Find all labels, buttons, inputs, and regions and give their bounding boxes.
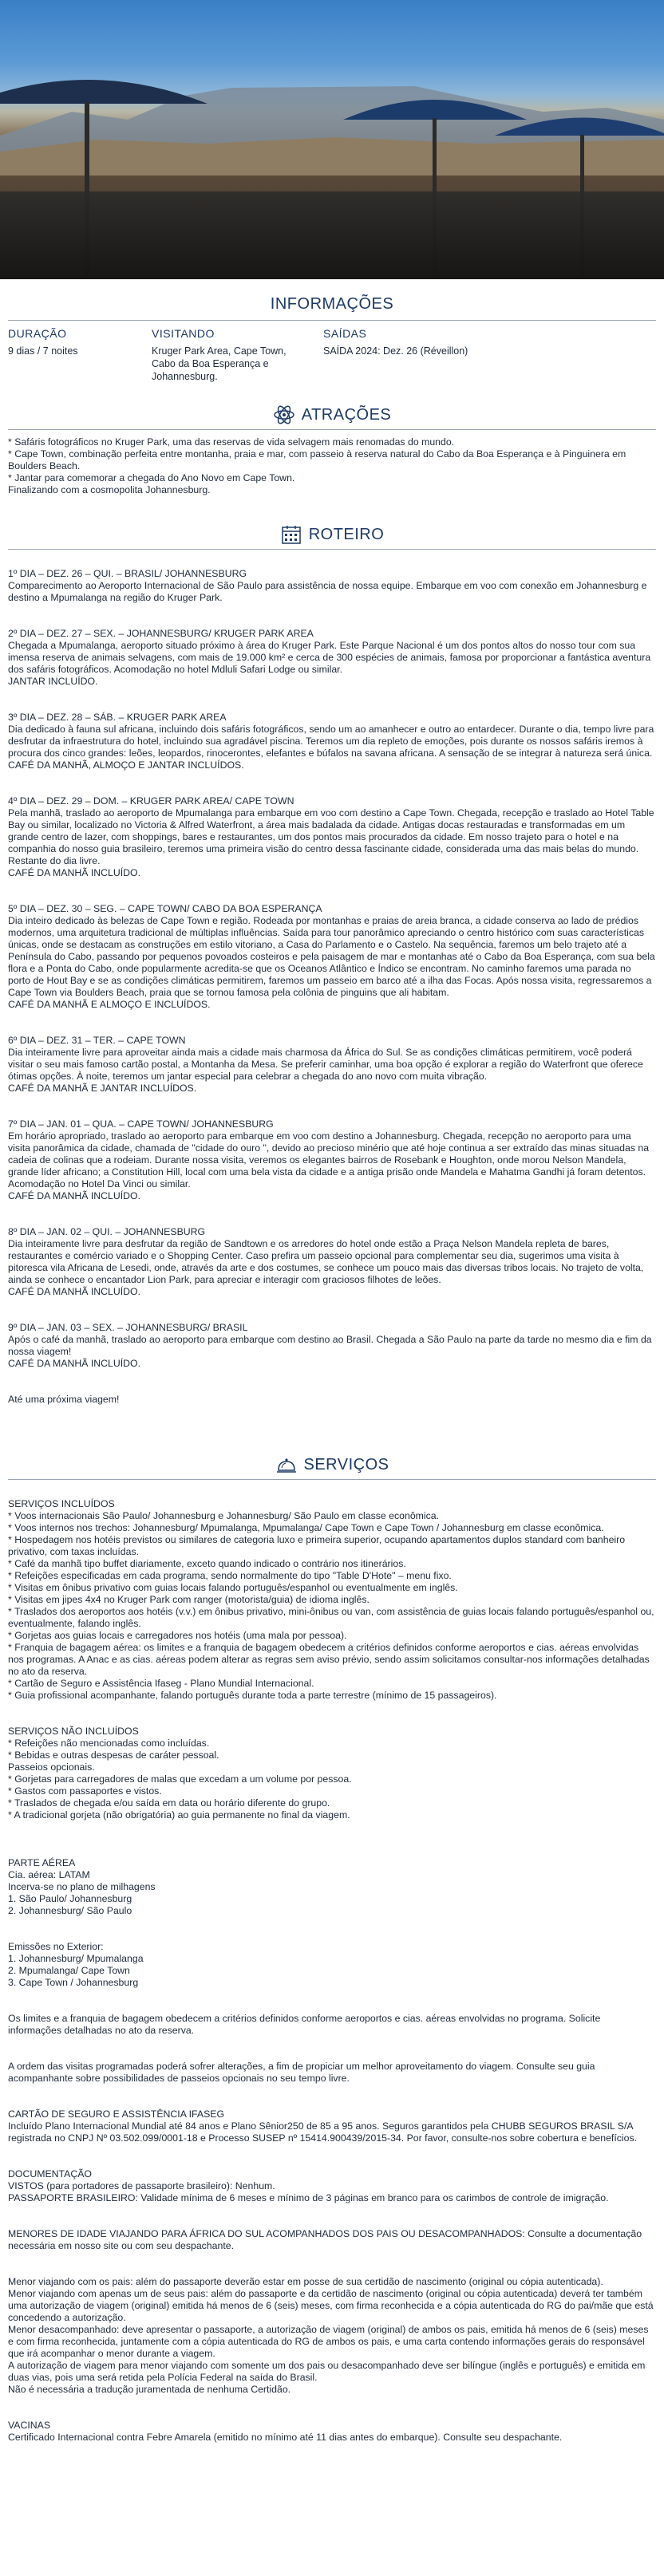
atracoes-header [8,404,656,426]
menores-detalhes: Menor viajando com os pais: além do passaporte deverão estar em posse de sua certidão de nascimento (original ou cópia autenticada). Menor viajando com apenas um de seus pais: além do passaporte e da certidão de nascimento (original ou cópia autenticada) deverá ter também uma autorização de viagem (original) emitida há menos de 6 (seis) meses, com firma reconhecida e a cópia autenticada do RG do pai/mãe que está concedendo a autorização. Menor desacompanhado: deve apresentar o passaporte, a autorização de viagem (original) de ambos os pais, emitida há menos de 6 (seis) meses e com firma reconhecida, juntamente com a cópia autenticada do RG de ambos os pais, e uma carta contendo informações gerais do responsável que irá acompanhar o menor durante a viagem. A autorização de viagem para menor viajando com somente um dos pais ou desacompanhado deve ser bilíngue (inglês e português) e emitida em duas vias, pois uma será retida pela Polícia Federal na saída do Brasil. Não é necessária a tradução juramentada de nenhuma Certidão. [8,2276,654,2395]
vacinas: VACINAS Certificado Internacional contra Febre Amarela (emitido no mínimo até 11 dias antes do embarque). Consulte seu despachante. [8,2420,563,2443]
duracao-col [8,327,152,383]
roteiro-title: ROTEIRO [308,525,385,543]
cafe-tables [0,191,664,279]
saidas-label: SAÍDAS [323,327,367,340]
atom-icon [273,404,295,426]
divider [8,429,656,430]
duracao-value: 9 dias / 7 noites [8,345,78,357]
visitando-value: Kruger Park Area, Cape Town, Cabo da Boa Esperança e Johannesburg. [152,345,287,382]
day-8: 8º DIA – JAN. 02 – QUI. – JOHANNESBURG Dia inteiramente livre para desfrutar da região de Sandtown e os arredores do hotel onde estão a Praça Nelson Mandela repleta de bares, restaurantes e comércio variado e o Shopping Center. Caso prefira um passeio opcional para complementar seu dia, sugerimos uma visita à pitoresca vila Africana de Lesedi, onde, através da arte e dos costumes, se conhece um pouco mais das diversas tribos locais. No trajeto de volta, ainda se conhece o encantador Lion Park, para apreciar e interagir com graciosos filhotes de leões. CAFÉ DA MANHÃ INCLUÍDO. [8,1226,644,1297]
ordem-visitas-note: A ordem das visitas programadas poderá sofrer alterações, a fim de propiciar um melhor aproveitamento do viagem. Consulte seu guia acompanhante sobre possibilidades de passeios opcionais no seu tempo livre. [8,2061,595,2084]
emissoes-exterior: Emissões no Exterior: 1. Johannesburg/ Mpumalanga 2. Mpumalanga/ Cape Town 3. Cape Town / Johannesburg [8,1941,144,1988]
day-1: 1º DIA – DEZ. 26 – QUI. – BRASIL/ JOHANNESBURG Comparecimento ao Aeroporto Internacional de São Paulo para assistência de nossa equipe. Embarque em voo com conexão em Johannesburg e destino a Mpumalanga na região do Kruger Park. [8,568,647,603]
saidas-value: SAÍDA 2024: Dez. 26 (Réveillon) [323,345,468,357]
parte-aerea: PARTE AÉREA Cia. aérea: LATAM Incerva-se no plano de milhagens 1. São Paulo/ Johannesburg 2. Johannesburg/ São Paulo [8,1857,156,1916]
info-grid [8,327,656,383]
documentacao: DOCUMENTAÇÃO VISTOS (para portadores de passaporte brasileiro): Nenhum. PASSAPORTE BRASILEIRO: Validade mínima de 6 meses e mínimo de 3 páginas em branco para os carimbos de controle de imigração. [8,2168,609,2203]
closing-line: Até uma próxima viagem! [8,1394,120,1405]
menores-de-idade: MENORES DE IDADE VIAJANDO PARA ÁFRICA DO SUL ACOMPANHADOS DOS PAIS OU DESACOMPANHADOS: Consulte a documentação necessária em nosso site ou com seu despachante. [8,2228,642,2251]
saidas-col [323,327,563,383]
duracao-label: DURAÇÃO [8,327,67,340]
roteiro-days [8,556,656,1430]
servicos-header [8,1454,656,1476]
day-4: 4º DIA – DEZ. 29 – DOM. – KRUGER PARK AREA/ CAPE TOWN Pela manhã, traslado ao aeroporto de Mpumalanga para embarque em voo com destino a Cape Town. Chegada, recepção e traslado ao Hotel Table Bay ou similar, localizado no Victoria & Alfred Waterfront, a área mais badalada da cidade. Antigas docas restauradas e transformadas em um grande centro de lazer, com shoppings, bares e restaurantes, um dos pontos mais procurados da cidade. Em nosso trajeto para o hotel e na companhia do nosso guia brasileiro, teremos uma primeira visão do centro dessa fascinante cidade, considerada uma das mais belas do mundo. Restante do dia livre. CAFÉ DA MANHÃ INCLUÍDO. [8,795,654,878]
divider [8,1479,656,1480]
seguro-assistencia: CARTÃO DE SEGURO E ASSISTÊNCIA IFASEG Incluído Plano Internacional Mundial até 84 anos e Plano Sênior250 de 85 a 95 anos. Seguros garantidos pela CHUBB SEGUROS BRASIL S/A registrada no CNPJ Nº 03.502.099/0001-18 e Processo SUSEP nº 15414.900439/2015-34. Por favor, consulte-nos sobre cobertura e benefícios. [8,2109,638,2144]
divider [8,549,656,550]
visitando-col [152,327,323,383]
bagagem-note: Os limites e a franquia de bagagem obedecem a critérios definidos conforme aeroportos e cias. aéreas envolvidas no programa. Solicite informações detalhadas no ato da reserva. [8,2013,601,2036]
day-2: 2º DIA – DEZ. 27 – SEX. – JOHANNESBURG/ KRUGER PARK AREA Chegada a Mpumalanga, aeroporto situado próximo à área do Kruger Park. Este Parque Nacional é um dos pontos altos do nosso tour com sua imensa reserva de animais selvagens, com mais de 19.000 km² e cerca de 300 espécies de animais, famosa por proporcionar a fantástica aventura dos safáris fotográficos. Acomodação no hotel Mdluli Safari Lodge ou similar. JANTAR INCLUÍDO. [8,628,651,687]
day-5: 5º DIA – DEZ. 30 – SEG. – CAPE TOWN/ CABO DA BOA ESPERANÇA Dia inteiro dedicado às belezas de Cape Town e região. Rodeada por montanhas e praias de areia branca, a cidade conserva ao lado de prédios modernos, uma arquitetura tradicional de múltiplas influências. Saída para tour panorâmico apreciando o centro histórico com suas características únicas, onde se destacam as construções em estilo vitoriano, a Casa do Parlamento e o Castelo. Na sequência, faremos um belo trajeto até a Península do Cabo, passando por pequenos povoados costeiros e pela paisagem de mar e montanhas até o Cabo da Boa Esperança, com sua bela flora e a Ponta do Cabo, onde popularmente acredita-se que os Oceanos Atlântico e Índico se encontram. No caminho faremos uma parada no porto de Hout Bay e se as condições climáticas permitirem, faremos um passeio em barco até a ilha das Focas. Após nossa visita, regressaremos a Cape Town via Boulders Beach, praia que se tornou famosa pela colônia de pinguins que ali habitam. CAFÉ DA MANHÃ E ALMOÇO E INCLUÍDOS. [8,903,655,1010]
servicos-nao-incluidos: SERVIÇOS NÃO INCLUÍDOS * Refeições não mencionadas como incluídas. * Bebidas e outras despesas de caráter pessoal. Passeios opcionais. * Gorjetas para carregadores de malas que excedam a um volume por pessoa. * Gastos com passaportes e vistos. * Traslados de chegada e/ou saída em data ou horário diferente do grupo. * A tradicional gorjeta (não obrigatória) ao guia permanente no final da viagem. [8,1726,352,1821]
servicos-content [8,1486,656,2468]
hero-photo [0,0,664,279]
atracoes-title: ATRAÇÕES [301,405,392,424]
calendar-icon [280,523,302,546]
day-9: 9º DIA – JAN. 03 – SEX. – JOHANNESBURG/ BRASIL Após o café da manhã, traslado ao aeroporto para embarque com destino ao Brasil. Chegada a São Paulo na parte da tarde no mesmo dia e fim da nossa viagem! CAFÉ DA MANHÃ INCLUÍDO. [8,1322,652,1369]
servicos-incluidos: SERVIÇOS INCLUÍDOS * Voos internacionais São Paulo/ Johannesburg e Johannesburg/ São Paulo em classe econômica. * Voos internos nos trechos: Johannesburg/ Mpumalanga, Mpumalanga/ Cape Town e Cape Town / Johannesburg em classe econômica. * Hospedagem nos hotéis previstos ou similares de categoria luxo e primeira superior, ocupando apartamentos duplos standard com banheiro privativo, com taxas incluídas. * Café da manhã tipo buffet diariamente, exceto quando indicado o contrário nos itinerários. * Refeições especificadas em cada programa, sendo normalmente do tipo "Table D'Hote" – menu fixo. * Visitas em ônibus privativo com guias locais falando português/espanhol ou eventualmente em inglês. * Visitas em jipes 4x4 no Kruger Park com ranger (motorista/guia) de idioma inglês. * Traslados dos aeroportos aos hotéis (v.v.) em ônibus privativo, mini-ônibus ou van, com assistência de guias locais falando português/espanhol ou, eventualmente, falando inglês. * Gorjetas aos guias locais e carregadores nos hotéis (uma mala por pessoa). * Franquia de bagagem aérea: os limites e a franquia de bagagem obedecem a critérios definidos conforme aeroportos e cias. aéreas envolvidas nos programas. A Anac e as cias. aéreas podem alterar as regras sem aviso prévio, sendo assim solicitamos consultar-nos informações detalhadas no ato da reserva. * Cartão de Seguro e Assistência Ifaseg - Plano Mundial Internacional. * Guia profissional acompanhante, falando português durante toda a parte terrestre (mínimo de 15 passageiros). [8,1498,654,1701]
atracoes-text: * Safáris fotográficos no Kruger Park, uma das reservas de vida selvagem mais renomadas do mundo. * Cape Town, combinação perfeita entre montanha, praia e mar, com passeio à reserva natural do Cabo da Boa Esperança e à Pinguinera em Boulders Beach. * Jantar para comemorar a chegada do Ano Novo em Cape Town. Finalizando com a cosmopolita Johannesburg. [8,436,626,495]
room-service-bell-icon [275,1454,298,1476]
roteiro-header [8,523,656,546]
visitando-label: VISITANDO [152,327,215,340]
day-7: 7º DIA – JAN. 01 – QUA. – CAPE TOWN/ JOHANNESBURG Em horário apropriado, traslado ao aeroporto para embarque em voo com destino a Johannesburg. Chegada, recepção no aeroporto para uma visita panorâmica da cidade, chamada de "cidade do ouro ", devido ao precioso minério que até hoje continua a ser extraído das minas situadas na cadeia de colinas que a rodeiam. Durante nossa visita, veremos os elegantes bairros de Rosebank e Houghton, onde morou Nelson Mandela, grande líder africano; a Constitution Hill, local com uma bela vista da cidade e a antiga prisão onde Mandela e Mahatma Gandhi já foram detentos. Acomodação no Hotel Da Vinci ou similar. CAFÉ DA MANHÃ INCLUÍDO. [8,1118,650,1201]
servicos-title: SERVIÇOS [303,1455,389,1473]
info-title: INFORMAÇÕES [270,295,394,313]
day-6: 6º DIA – DEZ. 31 – TER. – CAPE TOWN Dia inteiramente livre para aproveitar ainda mais a cidade mais charmosa da África do Sul. Se as condições climáticas permitirem, você poderá visitar o seu mais famoso cartão postal, a Montanha da Mesa. Se preferir caminhar, uma boa opção é explorar a região do Waterfront que oferece ótimas opções. À noite, teremos um jantar especial para celebrar a chegada do ano novo com muita vibração. CAFÉ DA MANHÃ E JANTAR INCLUÍDOS. [8,1035,643,1094]
divider [8,320,656,321]
day-3: 3º DIA – DEZ. 28 – SÁB. – KRUGER PARK AREA Dia dedicado à fauna sul africana, incluindo dois safáris fotográficos, sendo um ao amanhecer e outro ao entardecer. Durante o dia, tempo livre para desfrutar da infraestrutura do hotel, incluindo sua agradável piscina. Teremos um dia repleto de emoções, pois durante os nossos safáris iremos à procura dos cinco grandes: leões, leopardos, rinocerontes, elefantes e búfalos na savana africana. A sensação de se integrar à natureza será única. CAFÉ DA MANHÃ, ALMOÇO E JANTAR INCLUÍDOS. [8,712,654,771]
